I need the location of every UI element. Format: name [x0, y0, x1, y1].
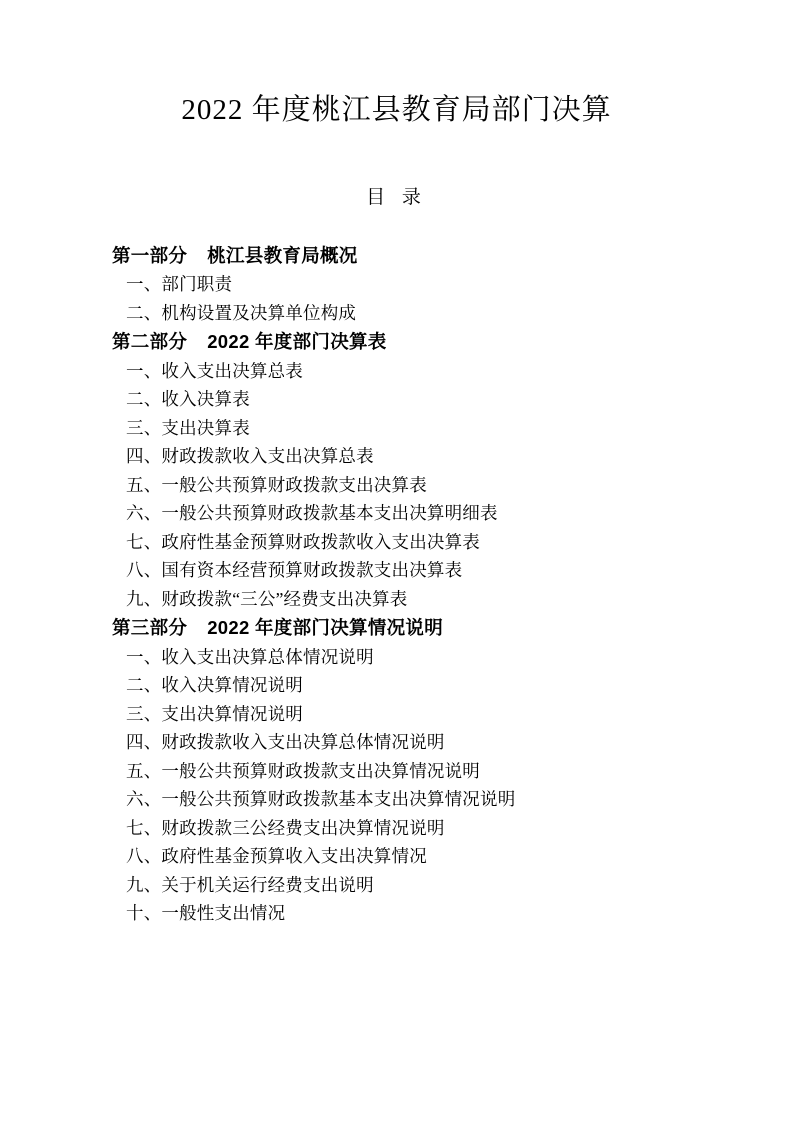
list-item[interactable]: 七、财政拨款三公经费支出决算情况说明	[126, 817, 445, 838]
list-item[interactable]: 三、支出决算情况说明	[126, 703, 303, 724]
list-item[interactable]: 一、收入支出决算总表	[126, 360, 303, 381]
toc-part-heading[interactable]	[112, 619, 697, 638]
toc-part-heading[interactable]	[112, 333, 697, 352]
toc-part-title: 2022 年度部门决算情况说明	[207, 617, 443, 639]
list-item[interactable]: 八、政府性基金预算收入支出决算情况	[126, 846, 427, 867]
toc-part-heading[interactable]	[112, 244, 697, 266]
list-item[interactable]: 六、一般公共预算财政拨款基本支出决算明细表	[126, 503, 498, 524]
list-item[interactable]: 四、财政拨款收入支出决算总表	[126, 446, 374, 467]
list-item[interactable]: 九、财政拨款“三公”经费支出决算表	[126, 588, 408, 609]
list-item[interactable]: 十、一般性支出情况	[126, 903, 286, 924]
table-of-contents	[96, 244, 697, 924]
toc-part-number: 第二部分	[112, 331, 188, 353]
list-item[interactable]: 六、一般公共预算财政拨款基本支出决算情况说明	[126, 789, 516, 810]
list-item[interactable]: 二、收入决算表	[126, 389, 250, 410]
list-item[interactable]: 五、一般公共预算财政拨款支出决算情况说明	[126, 760, 480, 781]
list-item[interactable]: 一、收入支出决算总体情况说明	[126, 646, 374, 667]
list-item[interactable]: 五、一般公共预算财政拨款支出决算表	[126, 474, 427, 495]
toc-part-number: 第三部分	[112, 617, 188, 639]
toc-heading: 目 录	[366, 186, 427, 208]
list-item[interactable]: 八、国有资本经营预算财政拨款支出决算表	[126, 560, 463, 581]
list-item[interactable]: 四、财政拨款收入支出决算总体情况说明	[126, 732, 445, 753]
list-item[interactable]: 一、部门职责	[126, 274, 233, 295]
toc-part-title: 2022 年度部门决算表	[207, 331, 387, 353]
page-title: 2022 年度桃江县教育局部门决算	[181, 94, 612, 126]
list-item[interactable]: 九、关于机关运行经费支出说明	[126, 874, 374, 895]
toc-part-number: 第一部分	[112, 244, 188, 266]
list-item[interactable]: 三、支出决算表	[126, 417, 250, 438]
list-item[interactable]: 七、政府性基金预算财政拨款收入支出决算表	[126, 531, 480, 552]
toc-part-title: 桃江县教育局概况	[207, 244, 358, 266]
list-item[interactable]: 二、收入决算情况说明	[126, 675, 303, 696]
list-item[interactable]: 二、机构设置及决算单位构成	[126, 302, 357, 323]
